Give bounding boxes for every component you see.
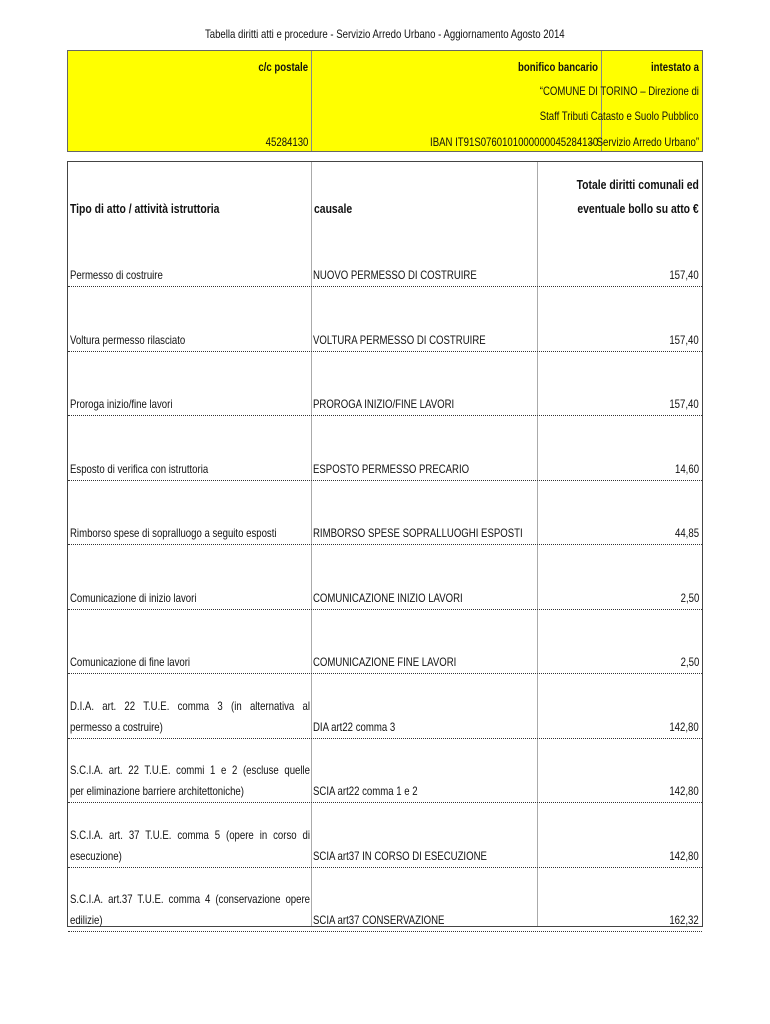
row-separator [68,738,702,739]
cell-tipo: edilizie) [70,913,103,927]
cell-tipo: per eliminazione barriere architettoniche) [70,784,244,798]
cell-tipo: Proroga inizio/fine lavori [70,397,173,411]
header-totale-line-2: eventuale bollo su atto € [577,201,699,216]
cell-causale: RIMBORSO SPESE SOPRALLUOGHI ESPOSTI [313,526,523,540]
page-title [0,27,770,41]
row-separator [68,415,702,416]
intestato-line-3: – Servizio Arredo Urbano” [588,135,699,149]
cell-totale: 157,40 [669,268,699,282]
cell-causale: PROROGA INIZIO/FINE LAVORI [313,397,455,411]
cell-tipo: S.C.I.A. art.37 T.U.E. comma 4 (conservazione opere [70,892,310,906]
cell-totale: 44,85 [674,526,699,540]
cell-totale: 157,40 [669,397,699,411]
cell-tipo: permesso a costruire) [70,719,163,734]
cell-totale: 142,80 [669,719,699,734]
cell-tipo: Voltura permesso rilasciato [70,332,186,347]
cell-causale: NUOVO PERMESSO DI COSTRUIRE [313,268,477,282]
cell-causale: SCIA art37 IN CORSO DI ESECUZIONE [313,848,487,863]
intestato-line-1: “COMUNE DI TORINO – Direzione di [539,84,699,98]
cell-causale: ESPOSTO PERMESSO PRECARIO [313,461,470,476]
cell-tipo: Esposto di verifica con istruttoria [70,461,209,476]
header-totale-line-1: Totale diritti comunali ed [576,177,699,192]
cc-postale-value: 45284130 [265,135,308,149]
cell-totale: 157,40 [669,332,699,347]
cell-totale: 162,32 [669,913,699,927]
cell-tipo: S.C.I.A. art. 22 T.U.E. commi 1 e 2 (escluse quelle [70,763,310,777]
header-tipo: Tipo di atto / attività istruttoria [70,201,220,216]
row-separator [68,867,702,868]
row-separator [68,286,702,287]
intestato-label: intestato a [650,60,699,74]
cc-postale-label: c/c postale [258,60,308,74]
iban-value: IBAN IT91S0760101000000045284130 [429,135,598,149]
header-causale: causale [314,201,353,216]
cc-postale-column [68,51,312,151]
page-title-text: Tabella diritti atti e procedure - Servizio Arredo Urbano - Aggiornamento Agosto 2014 [205,27,565,41]
cell-tipo: S.C.I.A. art. 37 T.U.E. comma 5 (opere in corso di [70,827,310,842]
cell-causale: SCIA art22 comma 1 e 2 [313,784,418,798]
cell-causale: COMUNICAZIONE FINE LAVORI [313,655,457,669]
row-separator [68,609,702,610]
row-separator [68,931,702,932]
cell-tipo: Rimborso spese di sopralluogo a seguito esposti [70,526,277,540]
cell-causale: SCIA art37 CONSERVAZIONE [313,913,445,927]
cell-tipo: D.I.A. art. 22 T.U.E. comma 3 (in alternativa al [70,698,310,713]
cell-tipo: Comunicazione di fine lavori [70,655,191,669]
row-separator [68,544,702,545]
cell-causale: DIA art22 comma 3 [313,719,396,734]
row-separator [68,351,702,352]
cell-totale: 2,50 [680,655,699,669]
cell-totale: 14,60 [674,461,699,476]
intestato-line-2: Staff Tributi Catasto e Suolo Pubblico [540,109,699,123]
cell-causale: COMUNICAZIONE INIZIO LAVORI [313,590,463,605]
cell-tipo: Comunicazione di inizio lavori [70,590,197,605]
row-separator [68,673,702,674]
cell-causale: VOLTURA PERMESSO DI COSTRUIRE [313,332,486,347]
payment-info-box [67,50,703,152]
row-separator [68,802,702,803]
cell-tipo: esecuzione) [70,848,122,863]
bonifico-label: bonifico bancario [517,60,598,74]
fees-table [67,161,703,927]
cell-totale: 2,50 [680,590,699,605]
cell-tipo: Permesso di costruire [70,268,163,282]
row-separator [68,480,702,481]
bonifico-column [311,51,602,151]
cell-totale: 142,80 [669,848,699,863]
cell-totale: 142,80 [669,784,699,798]
